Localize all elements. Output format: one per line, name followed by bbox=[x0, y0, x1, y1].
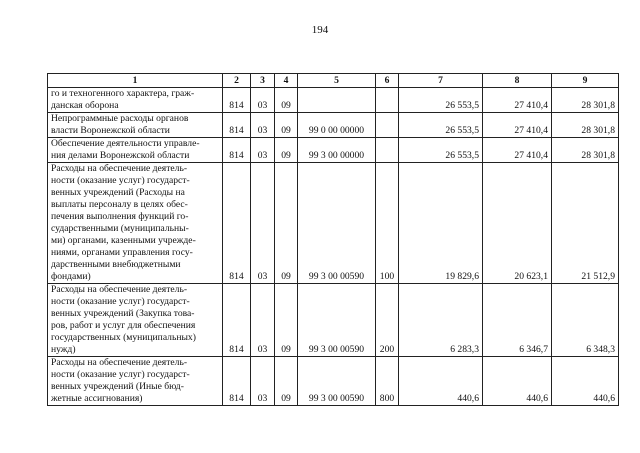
row-name: Расходы на обеспечение деятель- ности (оказание услуг) государст- венных учреждений (Расходы на выплаты персоналу в целях обес- печения выполнения функций го- сударственными (муниципальны- ми) органами, казенными учрежде- ниями, органами управления госу- дарственными внебюджетными фондами) bbox=[48, 163, 223, 284]
row-amount-3: 28 301,8 bbox=[552, 88, 619, 113]
row-amount-2: 6 346,7 bbox=[483, 284, 552, 357]
row-section: 03 bbox=[251, 163, 275, 284]
row-subsection: 09 bbox=[275, 163, 298, 284]
table-row bbox=[48, 88, 619, 113]
row-amount-2: 27 410,4 bbox=[483, 138, 552, 163]
row-amount-2: 27 410,4 bbox=[483, 88, 552, 113]
row-name: Обеспечение деятельности управле- ния делами Воронежской области bbox=[48, 138, 223, 163]
row-name: го и техногенного характера, граж- данская оборона bbox=[48, 88, 223, 113]
row-expense-type: 200 bbox=[376, 284, 399, 357]
row-amount-3: 28 301,8 bbox=[552, 113, 619, 138]
row-subsection: 09 bbox=[275, 138, 298, 163]
row-expense-type bbox=[376, 138, 399, 163]
page-number: 194 bbox=[311, 24, 329, 36]
col-header: 9 bbox=[552, 74, 619, 88]
row-amount-1: 19 829,6 bbox=[399, 163, 483, 284]
row-name: Расходы на обеспечение деятель- ности (оказание услуг) государст- венных учреждений (Закупка това- ров, работ и услуг для обеспечения государственных (муниципальных) нужд) bbox=[48, 284, 223, 357]
row-amount-2: 440,6 bbox=[483, 357, 552, 406]
table-row bbox=[48, 138, 619, 163]
col-header: 3 bbox=[251, 74, 275, 88]
col-header: 1 bbox=[48, 74, 223, 88]
row-amount-3: 6 348,3 bbox=[552, 284, 619, 357]
header-row bbox=[48, 74, 619, 88]
row-section: 03 bbox=[251, 88, 275, 113]
row-section: 03 bbox=[251, 113, 275, 138]
row-amount-3: 21 512,9 bbox=[552, 163, 619, 284]
row-amount-2: 27 410,4 bbox=[483, 113, 552, 138]
row-name: Непрограммные расходы органов власти Воронежской области bbox=[48, 113, 223, 138]
table-row bbox=[48, 284, 619, 357]
row-subsection: 09 bbox=[275, 113, 298, 138]
row-name: Расходы на обеспечение деятель- ности (оказание услуг) государст- венных учреждений (Иные бюд- жетные ассигнования) bbox=[48, 357, 223, 406]
col-header: 2 bbox=[223, 74, 251, 88]
col-header: 6 bbox=[376, 74, 399, 88]
row-target-article: 99 3 00 00590 bbox=[298, 163, 376, 284]
row-subsection: 09 bbox=[275, 357, 298, 406]
row-target-article: 99 3 00 00000 bbox=[298, 138, 376, 163]
row-amount-1: 26 553,5 bbox=[399, 138, 483, 163]
table-row bbox=[48, 163, 619, 284]
row-section: 03 bbox=[251, 138, 275, 163]
row-target-article: 99 3 00 00590 bbox=[298, 357, 376, 406]
row-target-article: 99 0 00 00000 bbox=[298, 113, 376, 138]
table-row bbox=[48, 113, 619, 138]
col-header: 7 bbox=[399, 74, 483, 88]
row-grbs: 814 bbox=[223, 163, 251, 284]
row-grbs: 814 bbox=[223, 357, 251, 406]
row-grbs: 814 bbox=[223, 138, 251, 163]
row-subsection: 09 bbox=[275, 284, 298, 357]
row-amount-1: 26 553,5 bbox=[399, 88, 483, 113]
col-header: 8 bbox=[483, 74, 552, 88]
row-grbs: 814 bbox=[223, 88, 251, 113]
row-amount-3: 440,6 bbox=[552, 357, 619, 406]
row-target-article: 99 3 00 00590 bbox=[298, 284, 376, 357]
row-grbs: 814 bbox=[223, 113, 251, 138]
row-expense-type bbox=[376, 88, 399, 113]
row-amount-1: 26 553,5 bbox=[399, 113, 483, 138]
col-header: 5 bbox=[298, 74, 376, 88]
row-subsection: 09 bbox=[275, 88, 298, 113]
row-expense-type bbox=[376, 113, 399, 138]
row-target-article bbox=[298, 88, 376, 113]
col-header: 4 bbox=[275, 74, 298, 88]
row-amount-2: 20 623,1 bbox=[483, 163, 552, 284]
row-section: 03 bbox=[251, 357, 275, 406]
row-amount-1: 440,6 bbox=[399, 357, 483, 406]
row-expense-type: 100 bbox=[376, 163, 399, 284]
row-grbs: 814 bbox=[223, 284, 251, 357]
row-expense-type: 800 bbox=[376, 357, 399, 406]
row-amount-3: 28 301,8 bbox=[552, 138, 619, 163]
table-row bbox=[48, 357, 619, 406]
budget-table bbox=[47, 73, 619, 406]
row-section: 03 bbox=[251, 284, 275, 357]
row-amount-1: 6 283,3 bbox=[399, 284, 483, 357]
